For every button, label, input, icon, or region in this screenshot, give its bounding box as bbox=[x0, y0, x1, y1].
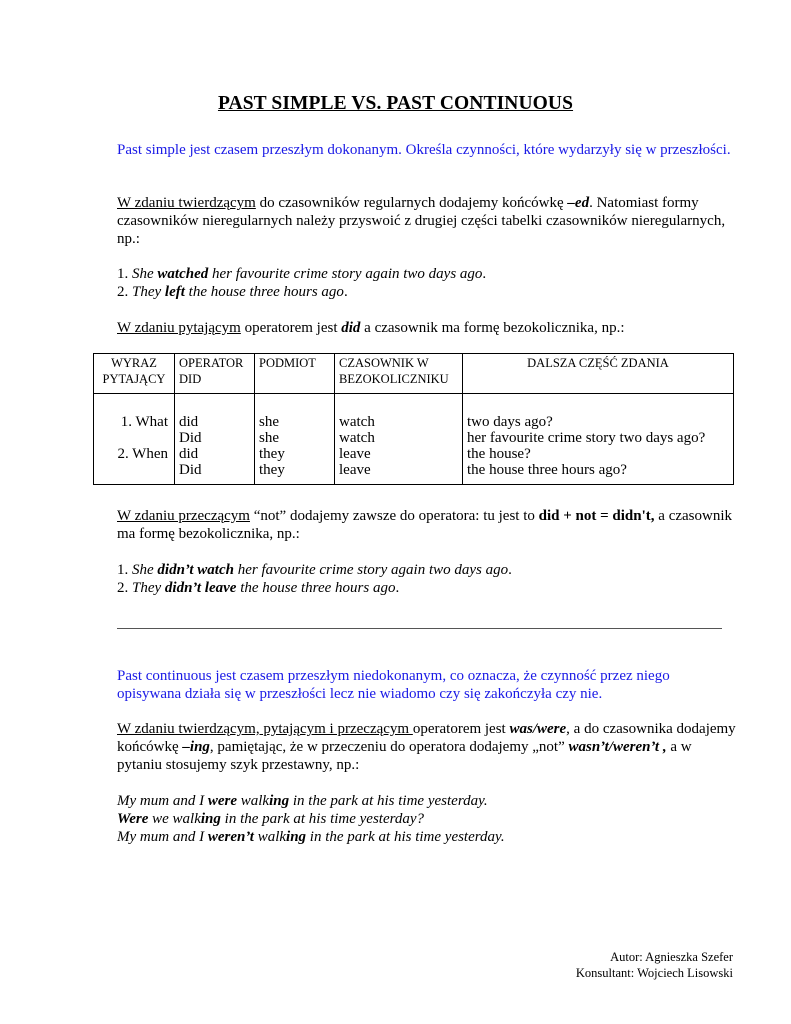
simple-examples bbox=[117, 265, 737, 301]
operator-cell: did Did did Did bbox=[175, 394, 255, 485]
example-line: Were we walking in the park at his time yesterday? bbox=[117, 811, 425, 827]
example-line: 2. They didn’t leave the house three hours ago. bbox=[117, 580, 400, 596]
rest-cell: two days ago? her favourite crime story two days ago? the house? the house three hours ago? bbox=[463, 394, 734, 485]
did-operator: did bbox=[341, 320, 361, 336]
example-line: My mum and I weren’t walking in the park at his time yesterday. bbox=[117, 829, 505, 845]
negative-rule: W zdaniu przeczącym “not” dodajemy zawsze do operatora: tu jest to did + not = didn't, a czasownik ma formę bezokolicznika, np.: bbox=[117, 508, 733, 542]
footer-credits bbox=[576, 949, 733, 981]
question-word-cell: 1. What 2. When bbox=[94, 394, 175, 485]
negative-operators: wasn’t/weren’t , bbox=[568, 739, 667, 755]
question-rule: W zdaniu pytającym operatorem jest did a czasownik ma formę bezokolicznika, np.: bbox=[117, 320, 625, 336]
example-line: My mum and I were walking in the park at his time yesterday. bbox=[117, 793, 488, 809]
table-header: WYRAZ PYTAJĄCY bbox=[94, 354, 175, 394]
author-credit: Autor: Agnieszka Szefer bbox=[610, 950, 733, 964]
question-label: W zdaniu pytającym bbox=[117, 320, 241, 336]
example-line: 2. They left the house three hours ago. bbox=[117, 284, 348, 300]
subject-cell: she she they they bbox=[255, 394, 335, 485]
table-header: CZASOWNIK W BEZOKOLICZNIKU bbox=[335, 354, 463, 394]
ing-ending: –ing bbox=[182, 739, 210, 755]
table-header: OPERATOR DID bbox=[175, 354, 255, 394]
consultant-credit: Konsultant: Wojciech Lisowski bbox=[575, 966, 733, 980]
ed-ending: –ed bbox=[567, 195, 590, 211]
didnt-formula: did + not = didn't, bbox=[538, 508, 655, 524]
table-header-row bbox=[94, 354, 734, 394]
example-line: 1. She didn’t watch her favourite crime story again two days ago. bbox=[117, 562, 512, 578]
affirmative-rule: W zdaniu twierdzącym do czasowników regularnych dodajemy końcówkę –ed. Natomiast formy czasowników nieregularnych należy przyswoić z drugiej części tabelki czasowników nieregularnych, np.: bbox=[117, 195, 726, 247]
table-header: DALSZA CZĘŚĆ ZDANIA bbox=[463, 354, 734, 394]
past-simple-definition: Past simple jest czasem przeszłym dokonanym. Określa czynności, które wydarzyły się w przeszłości. bbox=[117, 142, 731, 158]
was-were-operator: was/were bbox=[509, 721, 567, 737]
verb-cell: watch watch leave leave bbox=[335, 394, 463, 485]
negative-examples bbox=[117, 561, 737, 597]
page-title: PAST SIMPLE VS. PAST CONTINUOUS bbox=[217, 93, 574, 114]
continuous-label: W zdaniu twierdzącym, pytającym i przeczącym bbox=[117, 721, 413, 737]
section-divider bbox=[117, 628, 722, 629]
past-continuous-definition: Past continuous jest czasem przeszłym niedokonanym, co oznacza, że czynność przez niego opisywana działa się w przeszłości lecz nie wiadomo czy się zakończyła czy nie. bbox=[117, 668, 670, 702]
continuous-rule: W zdaniu twierdzącym, pytającym i przeczącym operatorem jest was/were, a do czasownika dodajemy końcówkę –ing, pamiętając, że w przeczeniu do operatora dodajemy „not” wasn’t/weren’t , a w pytaniu stosujemy szyk przestawny, np.: bbox=[117, 721, 736, 773]
example-line: 1. She watched her favourite crime story again two days ago. bbox=[117, 266, 487, 282]
continuous-examples bbox=[117, 792, 737, 846]
negative-label: W zdaniu przeczącym bbox=[117, 508, 250, 524]
question-table bbox=[93, 353, 734, 485]
table-row bbox=[94, 394, 734, 485]
table-header: PODMIOT bbox=[255, 354, 335, 394]
affirmative-label: W zdaniu twierdzącym bbox=[117, 195, 256, 211]
